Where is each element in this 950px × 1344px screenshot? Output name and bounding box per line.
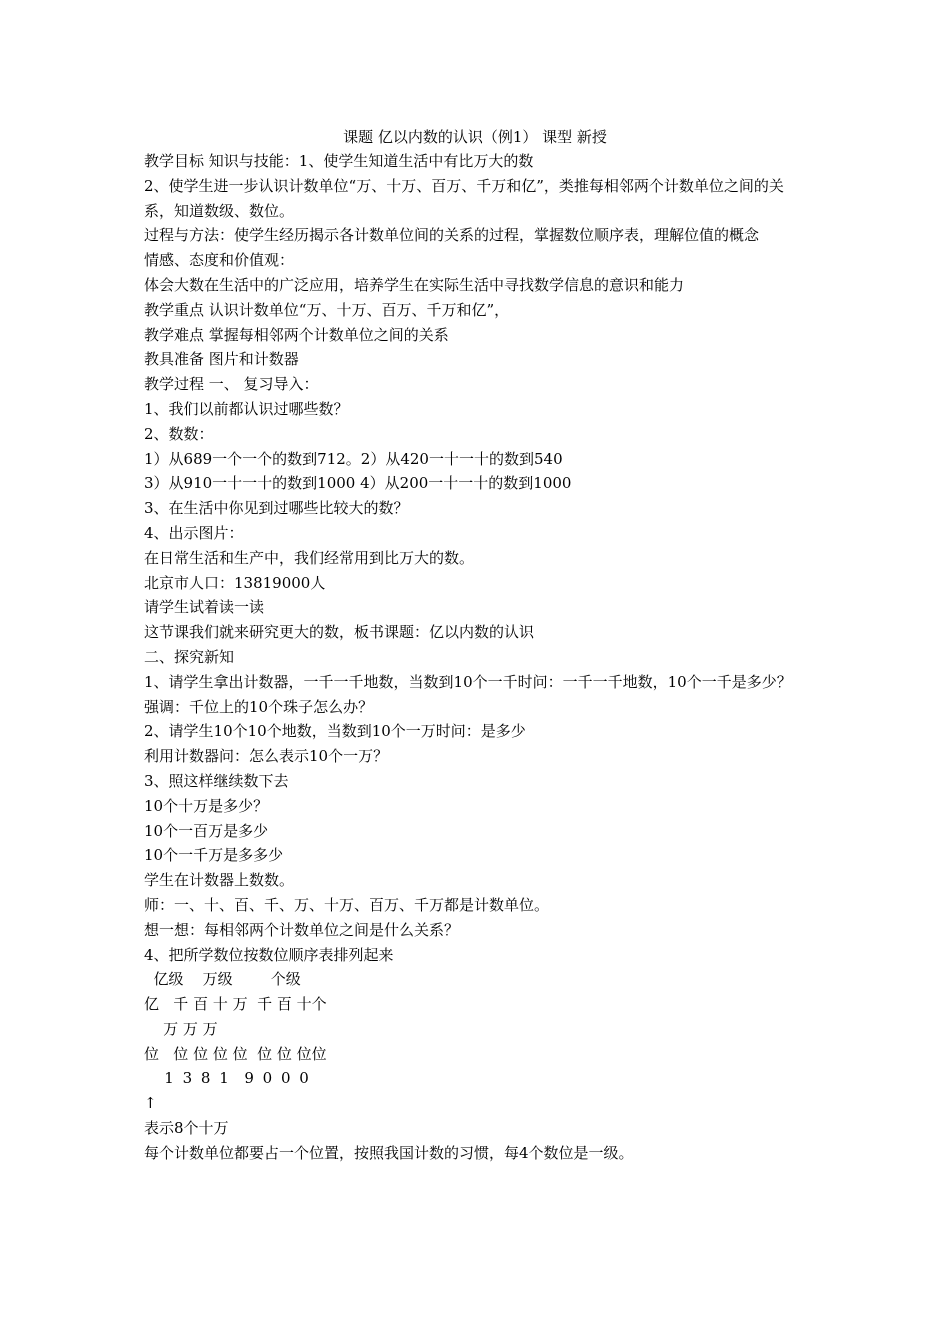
closing-paragraph: 每个计数单位都要占一个位置，按照我国计数的习惯，每4个数位是一级。 [144,1143,634,1162]
arrow-up-icon: ↑ [144,1094,157,1113]
lesson-body [144,149,812,1166]
paragraph: 教具准备 图片和计数器 [144,350,299,369]
paragraph: 请学生试着读一读 [144,598,265,617]
paragraph: 4、出示图片： [144,523,244,542]
paragraph: 10个十万是多少？ [144,796,269,815]
place-value-units-row-2: 万 万 万 [144,1019,218,1038]
paragraph: 3）从910一十一十的数到1000 4）从200一十一十的数到1000 [144,474,572,493]
paragraph: 教学过程 一、 复习导入： [144,375,319,394]
paragraph: 1）从689一个一个的数到712。2）从420一十一十的数到540 [144,449,563,468]
paragraph: 10个一百万是多少 [144,821,269,840]
paragraph: 1、请学生拿出计数器，一千一千地数，当数到10个一千时问：一千一千地数，10个一千是多少？ [144,672,792,691]
place-value-positions-row: 位 位 位 位 位 位 位 位位 [144,1044,327,1063]
paragraph: 学生在计数器上数数。 [144,871,295,890]
paragraph: 教学重点 认识计数单位“万、十万、百万、千万和亿”， [144,300,510,319]
paragraph: 2、数数： [144,424,214,443]
paragraph: 3、照这样继续数下去 [144,771,289,790]
paragraph: 强调：千位上的10个珠子怎么办？ [144,697,374,716]
paragraph: 2、请学生10个10个地数，当数到10个一万时问：是多少 [144,722,526,741]
paragraph: 北京市人口：13819000人 [144,573,326,592]
paragraph: 3、在生活中你见到过哪些比较大的数？ [144,499,409,518]
place-value-digits-row: 1 3 8 1 9 0 0 0 [144,1069,311,1088]
paragraph: 在日常生活和生产中，我们经常用到比万大的数。 [144,548,475,567]
paragraph: 10个一千万是多多少 [144,846,284,865]
paragraph: 4、把所学数位按数位顺序表排列起来 [144,945,394,964]
paragraph: 过程与方法：使学生经历揭示各计数单位间的关系的过程，掌握数位顺序表，理解位值的概念 [144,226,760,245]
lesson-title: 课题 亿以内数的认识（例1） 课型 新授 [343,128,607,146]
paragraph: 教学目标 知识与技能：1、使学生知道生活中有比万大的数 [144,152,534,170]
paragraph: 情感、态度和价值观： [144,251,295,270]
place-value-units-row: 亿 千 百 十 万 千 百 十个 [144,995,327,1014]
section-heading: 二、探究新知 [144,647,235,666]
paragraph: 教学难点 掌握每相邻两个计数单位之间的关系 [144,325,449,344]
paragraph: 师：一、十、百、千、万、十万、百万、千万都是计数单位。 [144,895,550,914]
paragraph: 2、使学生进一步认识计数单位“万、十万、百万、千万和亿”，类推每相邻两个计数单位之间的关系，知道数级、数位。 [144,176,784,220]
paragraph: 体会大数在生活中的广泛应用，培养学生在实际生活中寻找数学信息的意识和能力 [144,275,685,294]
paragraph: 想一想：每相邻两个计数单位之间是什么关系？ [144,920,460,939]
digit-note: 表示8个十万 [144,1119,229,1138]
place-value-levels-row: 亿级 万级 个级 [144,970,301,989]
paragraph: 这节课我们就来研究更大的数，板书课题：亿以内数的认识 [144,623,535,642]
paragraph: 利用计数器问：怎么表示10个一万？ [144,747,389,766]
paragraph: 1、我们以前都认识过哪些数？ [144,399,349,418]
